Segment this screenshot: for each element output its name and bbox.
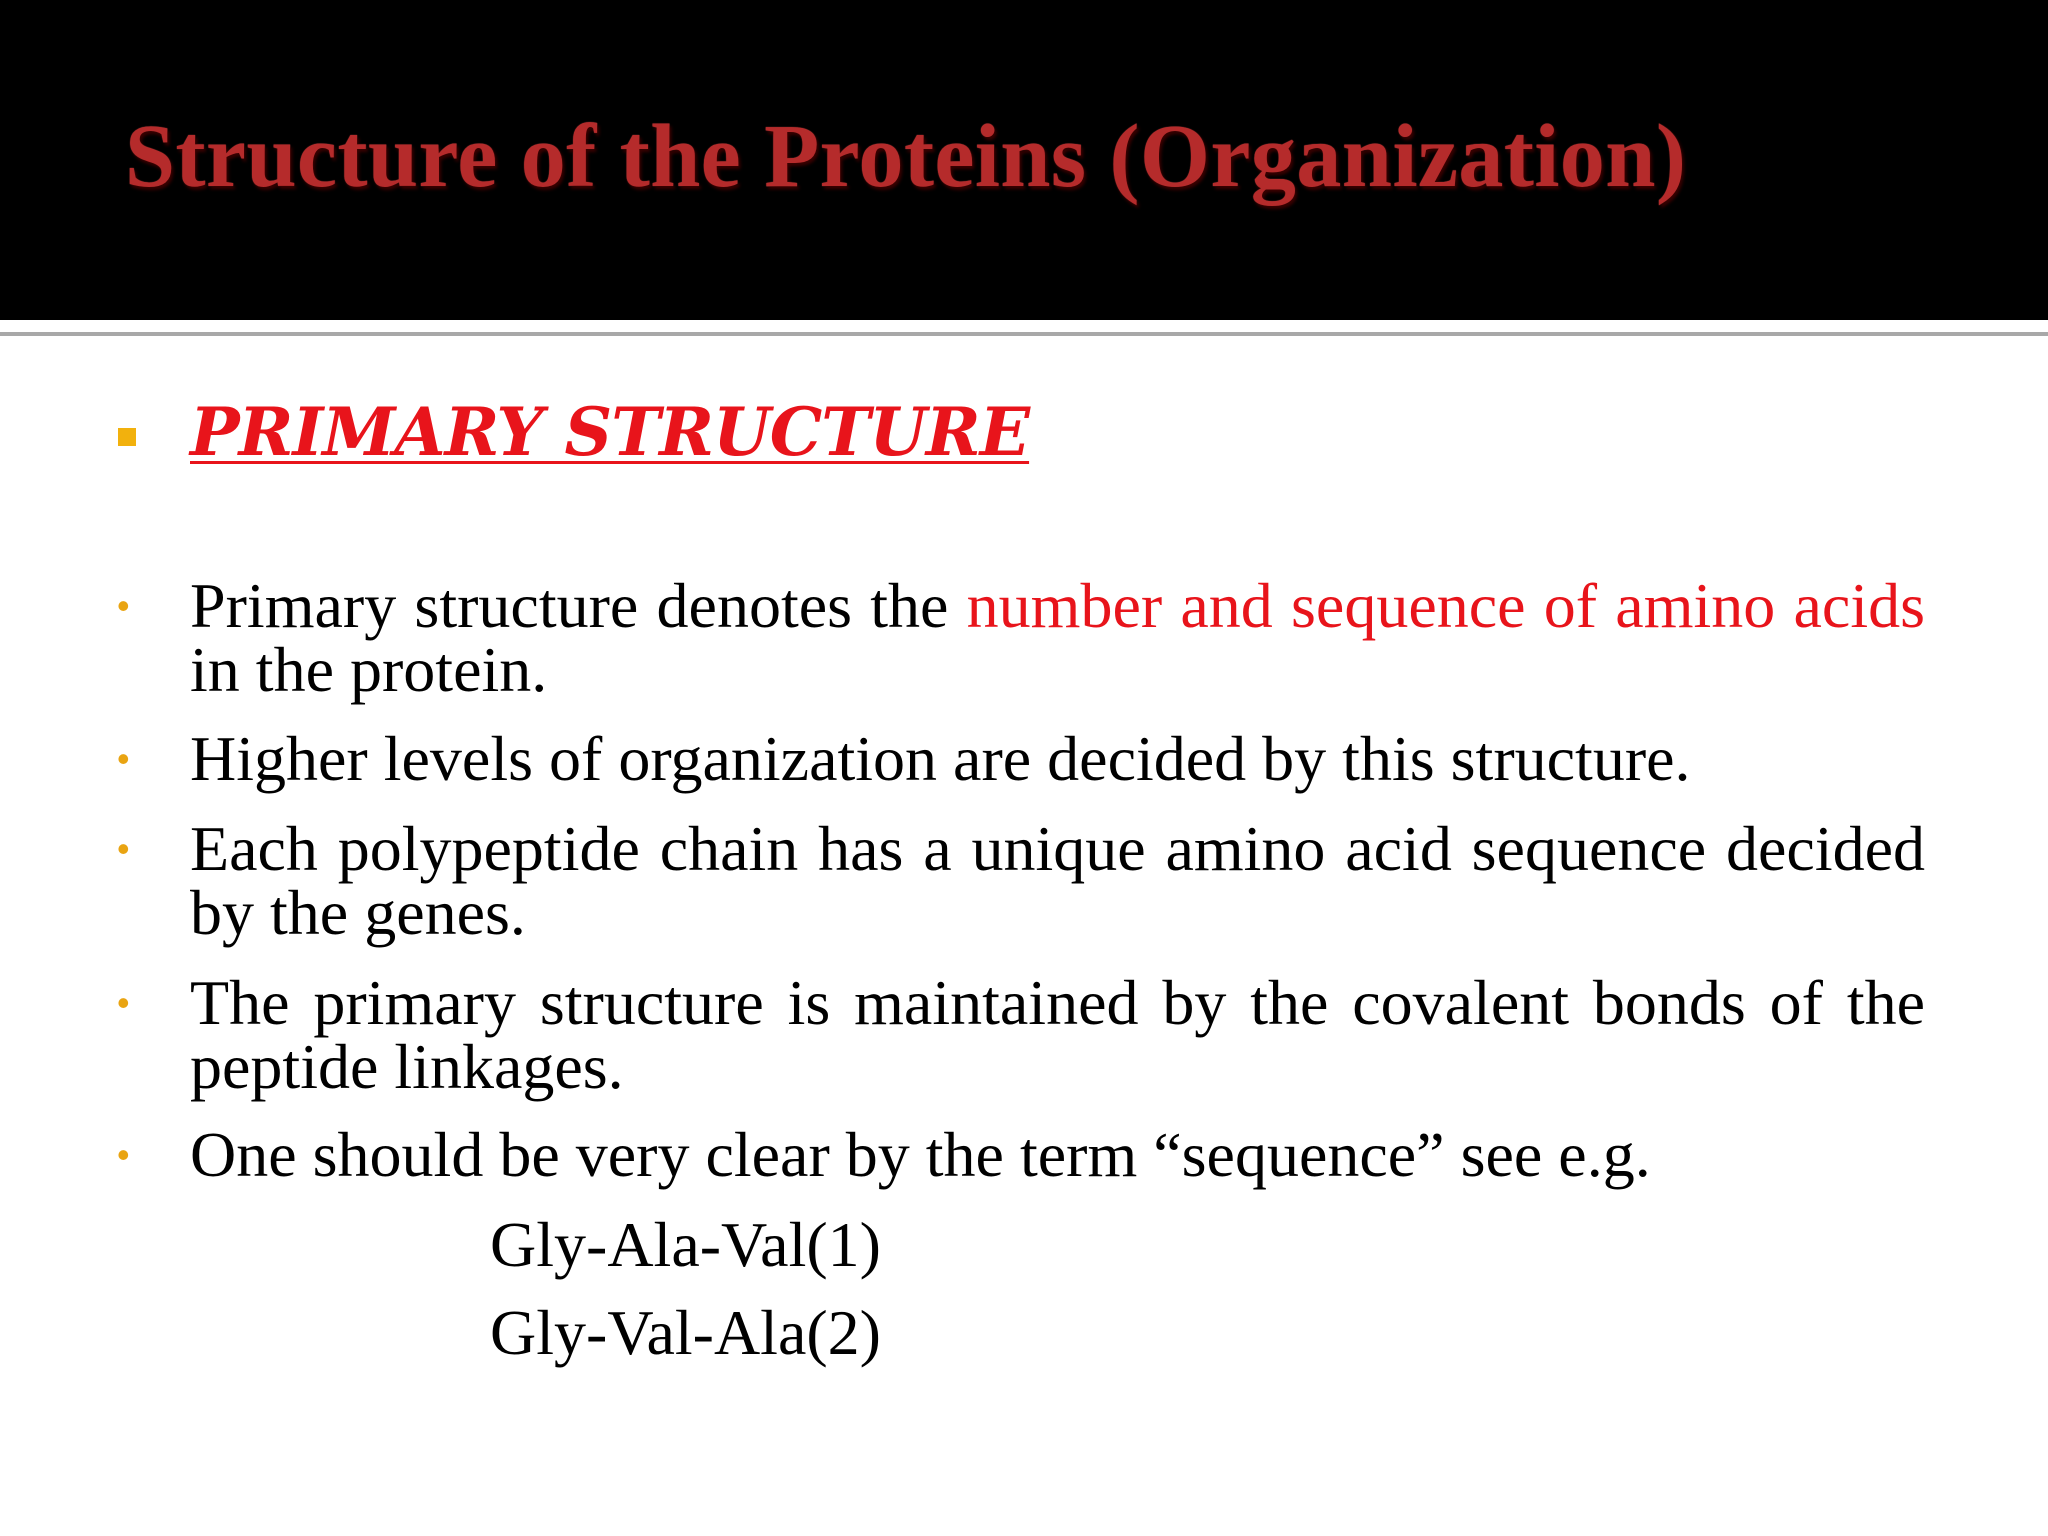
bullet-text: One should be very clear by the term “sequence” see e.g. [190, 1119, 1651, 1190]
bullet-item [117, 723, 1925, 794]
bullet-dot-icon: • [117, 1134, 130, 1175]
bullet-text: The primary structure is maintained by the covalent bonds of the peptide linkages. [190, 967, 1925, 1102]
section-heading: PRIMARY STRUCTURE [190, 393, 1030, 471]
slide-title: Structure of the Proteins (Organization) [125, 107, 1687, 206]
sequence-example-2: Gly-Val-Ala(2) [490, 1297, 881, 1368]
bullet-text: Each polypeptide chain has a unique amino acid sequence decided by the genes. [190, 813, 1925, 948]
bullet-text: Higher levels of organization are decided by this structure. [190, 723, 1691, 794]
bullet-item [117, 570, 1926, 705]
title-band [0, 0, 2048, 320]
bullet-item [117, 967, 1925, 1102]
bullet-text: in the protein. [190, 634, 548, 705]
sequence-example-1: Gly-Ala-Val(1) [490, 1209, 881, 1280]
square-bullet-icon [118, 428, 136, 446]
bullet-text: Primary structure denotes the [190, 570, 967, 641]
bullet-item [117, 1119, 1925, 1190]
bullet-item [117, 813, 1925, 948]
bullet-dot-icon: • [117, 828, 130, 869]
bullet-dot-icon: • [117, 738, 130, 779]
bullet-dot-icon: • [117, 982, 130, 1023]
title-divider [0, 332, 2048, 336]
bullet-dot-icon: • [117, 585, 130, 626]
highlighted-text: number and sequence of amino acids [966, 570, 1926, 641]
